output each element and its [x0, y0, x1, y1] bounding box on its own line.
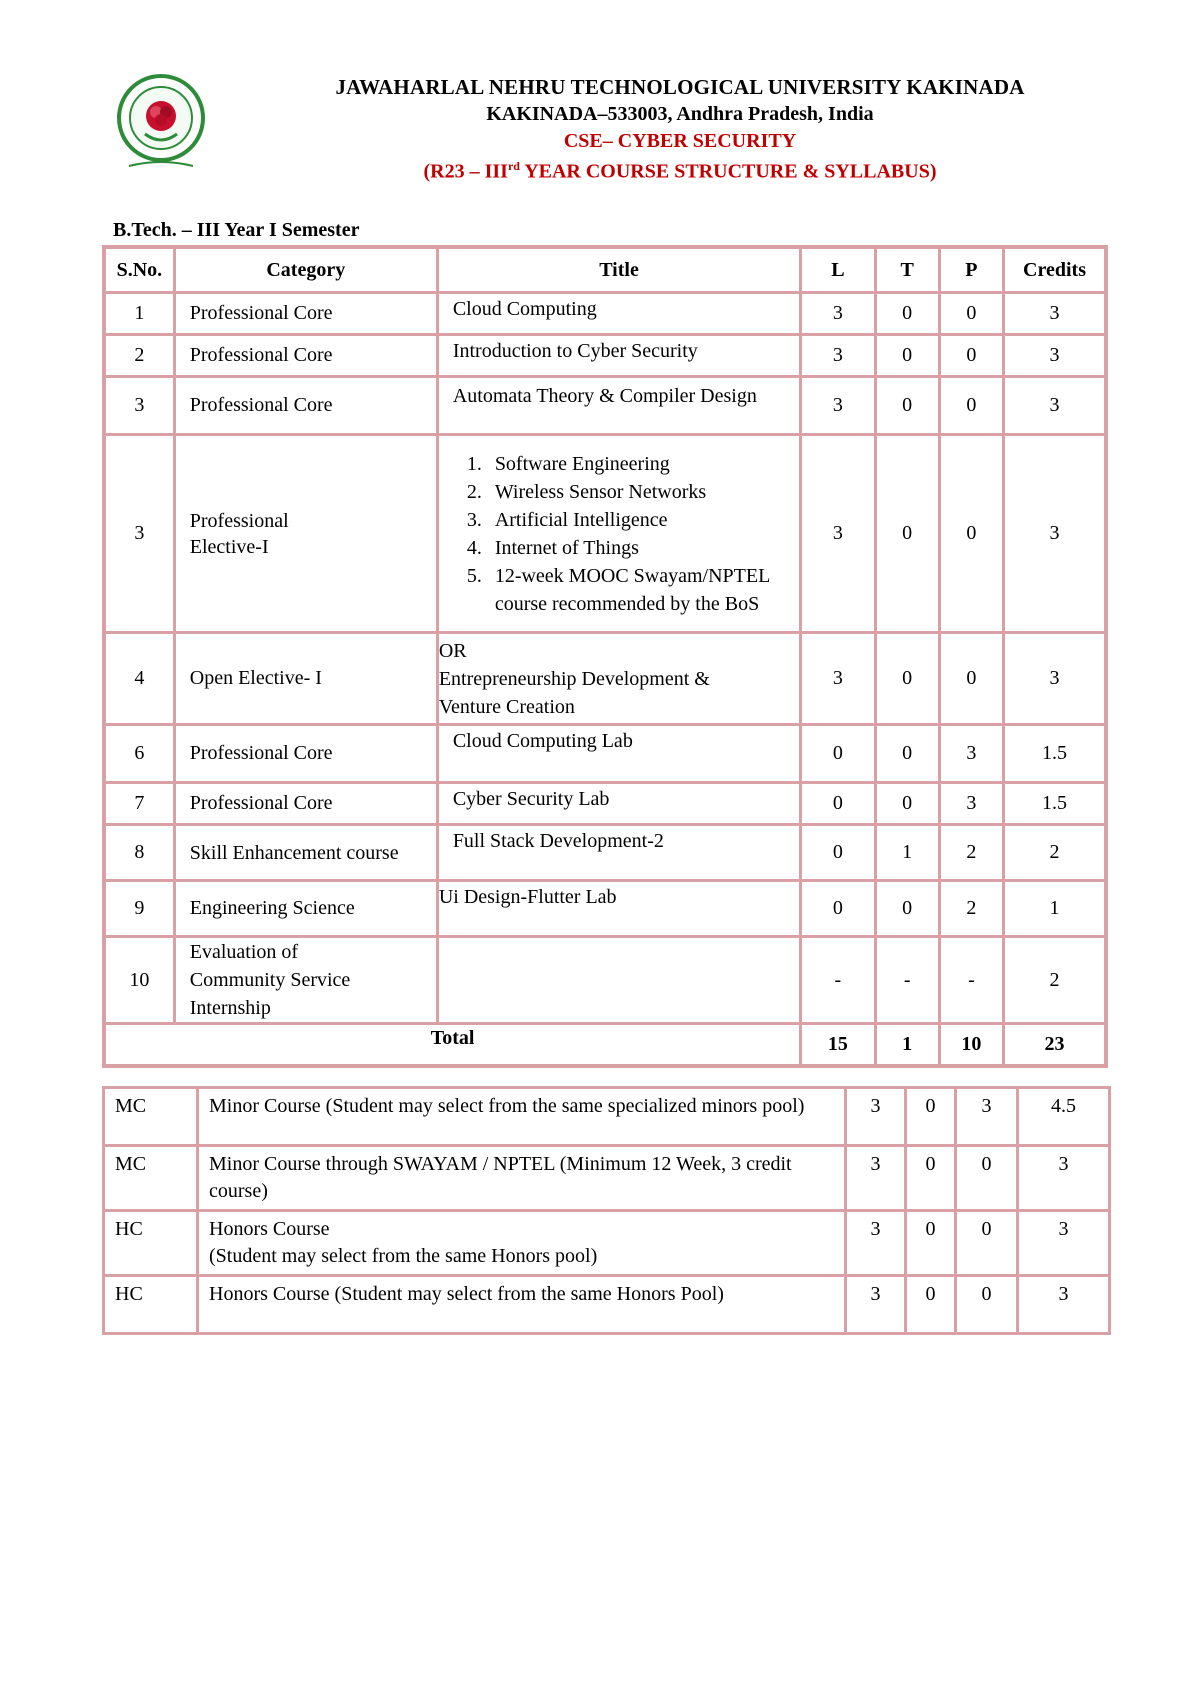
p-cell: 3 [939, 725, 1003, 783]
title-line: OR [438, 639, 467, 662]
t-cell: 0 [906, 1211, 956, 1276]
t-cell: 0 [875, 335, 939, 377]
sno-cell: 4 [104, 633, 174, 725]
header-credits: Credits [1004, 247, 1106, 293]
category-cell: Professional Core [174, 293, 437, 335]
list-item: 2. Wireless Sensor Networks [487, 478, 799, 506]
table-row [104, 1211, 1110, 1276]
l-cell: 3 [846, 1276, 906, 1334]
credits-cell: 3 [1018, 1211, 1110, 1276]
credits-cell: 3 [1004, 435, 1106, 633]
credits-cell: 1.5 [1004, 783, 1106, 825]
t-cell: 0 [875, 633, 939, 725]
p-cell: 0 [956, 1146, 1018, 1211]
t-cell: - [875, 937, 939, 1024]
table-row [104, 335, 1106, 377]
sno-cell: 6 [104, 725, 174, 783]
table-row [104, 725, 1106, 783]
semester-title: B.Tech. – III Year I Semester [113, 219, 360, 241]
category-cell: Professional Core [174, 725, 437, 783]
sno-cell: 7 [104, 783, 174, 825]
header-t: T [875, 247, 939, 293]
t-cell: 0 [875, 783, 939, 825]
table-row [104, 377, 1106, 435]
p-cell: 2 [939, 825, 1003, 881]
table-row [104, 881, 1106, 937]
category-cell: Evaluation of Community Service Internship [174, 937, 437, 1024]
course-code-cell: MC [104, 1088, 198, 1146]
l-cell: 3 [801, 335, 875, 377]
credits-cell: 2 [1004, 825, 1106, 881]
elective-options-cell [437, 435, 800, 633]
credits-cell: 1.5 [1004, 725, 1106, 783]
title-cell: Full Stack Development-2 [437, 825, 800, 881]
l-cell: 3 [801, 633, 875, 725]
list-item: 4. Internet of Things [487, 534, 799, 562]
category-cell: Skill Enhancement course [174, 825, 437, 881]
branch-title: CSE– CYBER SECURITY [563, 130, 797, 152]
total-label: Total [104, 1024, 801, 1066]
l-cell: 3 [846, 1088, 906, 1146]
p-cell: 0 [939, 377, 1003, 435]
course-structure-title: (R23 – IIIrd YEAR COURSE STRUCTURE & SYLLABUS) [423, 159, 937, 183]
l-cell: 0 [801, 725, 875, 783]
credits-cell: 2 [1004, 937, 1106, 1024]
t-cell: 0 [875, 725, 939, 783]
sno-cell: 3 [104, 377, 174, 435]
table-header-row [104, 247, 1106, 293]
title-cell: Ui Design-Flutter Lab [437, 881, 800, 937]
t-cell: 0 [875, 435, 939, 633]
credits-cell: 3 [1018, 1146, 1110, 1211]
l-cell: 3 [846, 1211, 906, 1276]
title-cell: Automata Theory & Compiler Design [437, 377, 800, 435]
title-cell: Cloud Computing [437, 293, 800, 335]
course-description-cell [198, 1211, 846, 1276]
header-title: Title [437, 247, 800, 293]
sno-cell: 9 [104, 881, 174, 937]
credits-cell: 1 [1004, 881, 1106, 937]
p-cell: 2 [939, 881, 1003, 937]
course-code-cell: HC [104, 1211, 198, 1276]
t-cell: 1 [875, 825, 939, 881]
t-cell: 0 [906, 1276, 956, 1334]
p-cell: 3 [956, 1088, 1018, 1146]
l-cell: 3 [846, 1146, 906, 1211]
l-cell: 0 [801, 825, 875, 881]
l-cell: 3 [801, 293, 875, 335]
course-code-cell: HC [104, 1276, 198, 1334]
university-name: JAWAHARLAL NEHRU TECHNOLOGICAL UNIVERSITY KAKINADA [335, 75, 1025, 99]
table-row [104, 1088, 1110, 1146]
t-cell: 0 [875, 293, 939, 335]
category-cell: Engineering Science [174, 881, 437, 937]
p-cell: 0 [939, 633, 1003, 725]
header-category: Category [174, 247, 437, 293]
table-row [104, 937, 1106, 1024]
credits-cell: 3 [1004, 335, 1106, 377]
course-description-cell: Minor Course (Student may select from the same specialized minors pool) [198, 1088, 846, 1146]
elective-list [439, 450, 799, 618]
credits-cell: 3 [1018, 1276, 1110, 1334]
title-line: Entrepreneurship Development & [438, 667, 710, 690]
course-structure-table [102, 245, 1108, 1068]
course-description-cell: Minor Course through SWAYAM / NPTEL (Minimum 12 Week, 3 credit course) [198, 1146, 846, 1211]
total-t: 1 [875, 1024, 939, 1066]
category-cell: Professional Core [174, 335, 437, 377]
header-sno: S.No. [104, 247, 174, 293]
sno-cell: 3 [104, 435, 174, 633]
t-cell: 0 [875, 377, 939, 435]
header-p: P [939, 247, 1003, 293]
list-item: 3. Artificial Intelligence [487, 506, 799, 534]
table-row [104, 435, 1106, 633]
p-cell: 0 [956, 1276, 1018, 1334]
course-line: Honors Course [209, 1218, 330, 1240]
p-cell: 0 [939, 435, 1003, 633]
total-credits: 23 [1004, 1024, 1106, 1066]
course-code-cell: MC [104, 1146, 198, 1211]
header-l: L [801, 247, 875, 293]
university-address: KAKINADA–533003, Andhra Pradesh, India [486, 103, 874, 125]
table-row [104, 1276, 1110, 1334]
p-cell: 3 [939, 783, 1003, 825]
total-row [104, 1024, 1106, 1066]
university-logo [115, 72, 207, 172]
p-cell: 0 [956, 1211, 1018, 1276]
p-cell: 0 [939, 293, 1003, 335]
course-line: (Student may select from the same Honors pool) [209, 1245, 598, 1267]
table-row [104, 293, 1106, 335]
table-row [104, 633, 1106, 725]
table-row [104, 1146, 1110, 1211]
title-cell [437, 633, 800, 725]
table-row [104, 783, 1106, 825]
category-cell: Professional Core [174, 377, 437, 435]
title-cell: Cloud Computing Lab [437, 725, 800, 783]
list-item: 1. Software Engineering [487, 450, 799, 478]
l-cell: 3 [801, 377, 875, 435]
total-p: 10 [939, 1024, 1003, 1066]
sno-cell: 2 [104, 335, 174, 377]
category-cell: Professional Core [174, 783, 437, 825]
l-cell: - [801, 937, 875, 1024]
total-l: 15 [801, 1024, 875, 1066]
title-line: Venture Creation [438, 695, 575, 718]
title-cell: Cyber Security Lab [437, 783, 800, 825]
course-description-cell: Honors Course (Student may select from the same Honors Pool) [198, 1276, 846, 1334]
t-cell: 0 [875, 881, 939, 937]
l-cell: 0 [801, 783, 875, 825]
t-cell: 0 [906, 1088, 956, 1146]
minor-honors-table [102, 1086, 1111, 1335]
credits-cell: 3 [1004, 293, 1106, 335]
credits-cell: 4.5 [1018, 1088, 1110, 1146]
p-cell: - [939, 937, 1003, 1024]
sno-cell: 10 [104, 937, 174, 1024]
category-cell: Professional Elective-I [174, 435, 437, 633]
sno-cell: 1 [104, 293, 174, 335]
title-cell: Introduction to Cyber Security [437, 335, 800, 377]
sno-cell: 8 [104, 825, 174, 881]
l-cell: 0 [801, 881, 875, 937]
table-row [104, 825, 1106, 881]
title-cell [437, 937, 800, 1024]
list-item: 5. 12-week MOOC Swayam/NPTEL course recommended by the BoS [487, 562, 799, 618]
credits-cell: 3 [1004, 377, 1106, 435]
l-cell: 3 [801, 435, 875, 633]
credits-cell: 3 [1004, 633, 1106, 725]
t-cell: 0 [906, 1146, 956, 1211]
category-cell: Open Elective- I [174, 633, 437, 725]
p-cell: 0 [939, 335, 1003, 377]
